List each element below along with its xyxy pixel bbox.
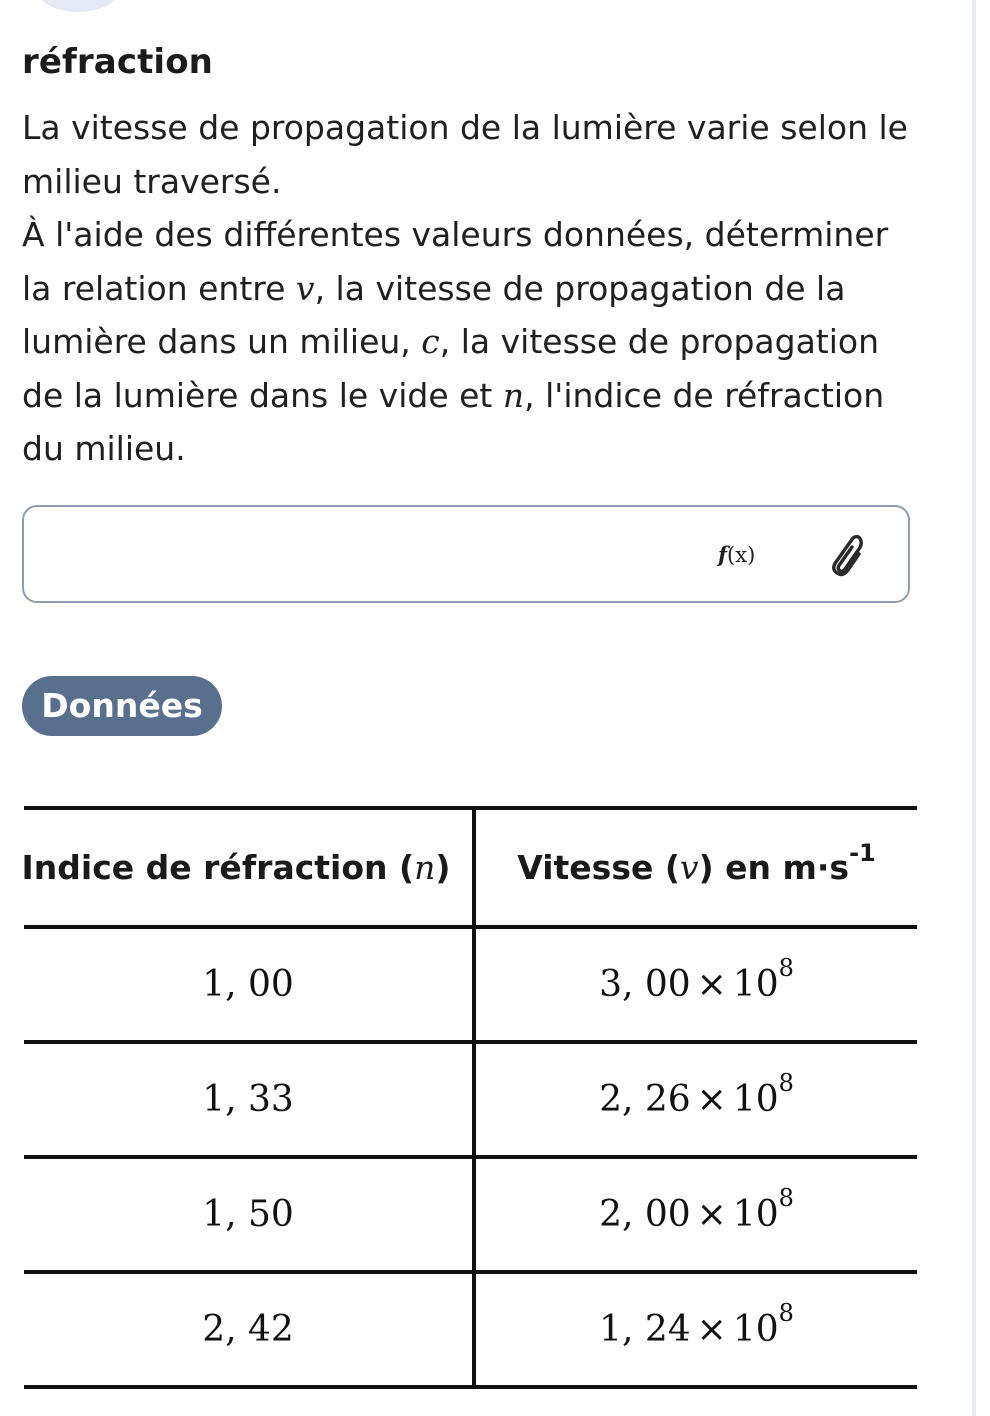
- cell-index: 1, 33: [24, 1042, 474, 1157]
- variable-n: n: [414, 848, 436, 887]
- variable-v: v: [295, 268, 315, 308]
- times-symbol: ×: [696, 964, 727, 1005]
- speed-mantissa: 1, 24: [599, 1309, 691, 1350]
- paperclip-icon[interactable]: [824, 531, 864, 579]
- header-speed: [474, 808, 917, 927]
- cell-speed: [474, 1042, 917, 1157]
- table-row: [24, 1157, 917, 1272]
- statement-paragraph-1: La vitesse de propagation de la lumière varie selon le milieu traversé.: [22, 108, 908, 201]
- scrollbar[interactable]: [972, 0, 976, 1416]
- header-text: ): [435, 848, 451, 887]
- times-symbol: ×: [696, 1194, 727, 1235]
- speed-mantissa: 2, 26: [599, 1079, 691, 1120]
- power-base: 10: [732, 1079, 779, 1120]
- data-table: [21, 806, 917, 1389]
- cell-speed: [474, 1272, 917, 1387]
- speed-mantissa: 2, 00: [599, 1194, 691, 1235]
- header-unit-exponent: -1: [849, 839, 876, 867]
- header-text: Indice de réfraction (: [21, 848, 415, 887]
- exercise-statement: [22, 101, 922, 476]
- formula-editor-icon[interactable]: [718, 541, 755, 569]
- cell-speed: [474, 1157, 917, 1272]
- power-base: 10: [732, 964, 779, 1005]
- statement-text: , l'indice de réfraction du milieu.: [22, 375, 885, 468]
- table-row: [24, 1042, 917, 1157]
- power-exponent: 8: [778, 1184, 794, 1212]
- statement-paragraph-2: [22, 208, 922, 476]
- power-exponent: 8: [778, 1299, 794, 1327]
- exercise-title: réfraction: [22, 42, 213, 82]
- cell-index: 2, 42: [24, 1272, 474, 1387]
- statement-text: À l'aide des différentes valeurs données, déterminer la relation entre: [22, 215, 889, 308]
- variable-c: c: [421, 322, 440, 361]
- power-exponent: 8: [778, 954, 794, 982]
- statement-text: , la vitesse de propagation de la lumière dans un milieu,: [22, 268, 846, 361]
- power-base: 10: [732, 1309, 779, 1350]
- table-header-row: [24, 808, 917, 927]
- times-symbol: ×: [696, 1309, 727, 1350]
- variable-v: v: [679, 848, 699, 887]
- cell-index: 1, 50: [24, 1157, 474, 1272]
- table-row: [24, 1272, 917, 1387]
- variable-n: n: [502, 375, 525, 415]
- times-symbol: ×: [696, 1079, 727, 1120]
- answer-input[interactable]: [22, 505, 910, 603]
- header-unit: ) en m·s: [698, 848, 850, 887]
- power-base: 10: [732, 1194, 779, 1235]
- cell-speed: [474, 927, 917, 1042]
- formula-x-glyph: (x): [727, 543, 756, 567]
- formula-f-glyph: f: [718, 542, 728, 567]
- cell-index: 1, 00: [24, 927, 474, 1042]
- data-section-tag: Données: [22, 676, 222, 736]
- table-row: [24, 927, 917, 1042]
- power-exponent: 8: [778, 1069, 794, 1097]
- avatar: [34, 0, 122, 12]
- header-refraction-index: [21, 808, 474, 927]
- statement-text: , la vitesse de propagation de la lumière dans le vide et: [22, 322, 880, 415]
- speed-mantissa: 3, 00: [599, 964, 691, 1005]
- header-text: Vitesse (: [517, 848, 680, 887]
